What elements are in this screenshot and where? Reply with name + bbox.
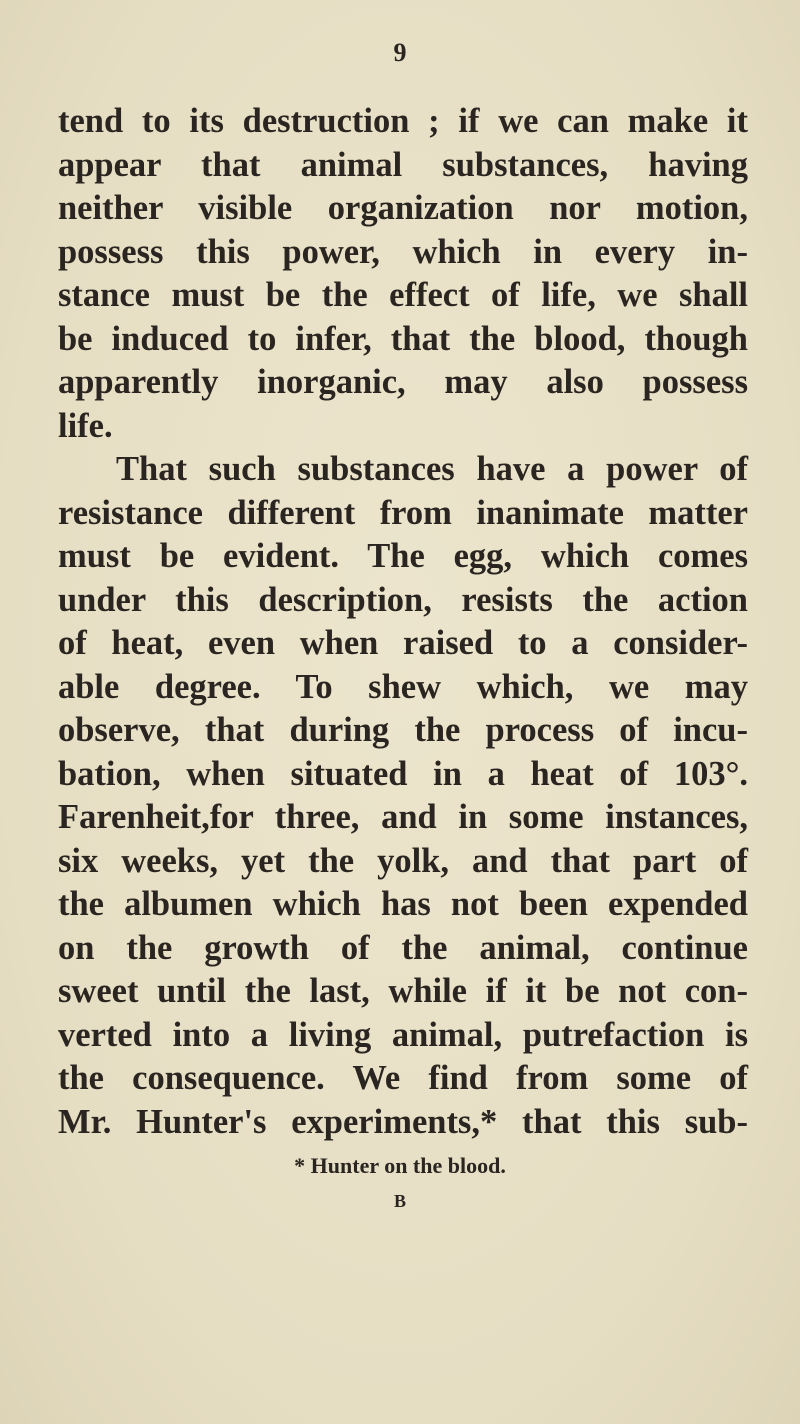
text-line: bation, when situated in a heat of 103°.: [58, 754, 748, 793]
text-line: Farenheit,for three, and in some instances,: [58, 798, 748, 836]
text-line: observe, that during the process of incu-: [58, 711, 748, 749]
signature-mark: B: [393, 1191, 406, 1211]
paragraph-start-line: That such substances have a power of: [116, 450, 748, 488]
body-text: [58, 100, 748, 1144]
text-line: must be evident. The egg, which comes: [58, 537, 748, 575]
text-line: the albumen which has not been expended: [58, 885, 748, 923]
text-line: under this description, resists the action: [58, 580, 748, 619]
text-line: verted into a living animal, putrefaction is: [58, 1015, 748, 1054]
page-number: 9: [393, 38, 407, 67]
text-line: Mr. Hunter's experiments,* that this sub-: [58, 1102, 748, 1141]
text-line: apparently inorganic, may also possess: [58, 363, 748, 401]
text-line: able degree. To shew which, we may: [58, 667, 748, 706]
footnote: * Hunter on the blood.: [294, 1153, 506, 1178]
text-line: six weeks, yet the yolk, and that part of: [58, 841, 748, 880]
text-line: tend to its destruction ; if we can make it: [58, 102, 748, 140]
text-line: of heat, even when raised to a consider-: [58, 624, 748, 662]
text-line: on the growth of the animal, continue: [58, 928, 748, 967]
text-line: sweet until the last, while if it be not con-: [58, 972, 748, 1010]
text-line: possess this power, which in every in-: [58, 232, 748, 271]
text-line: neither visible organization nor motion,: [58, 189, 748, 227]
text-line: the consequence. We find from some of: [58, 1059, 748, 1097]
text-line: resistance different from inanimate matter: [58, 493, 748, 532]
text-line: life.: [58, 406, 113, 445]
text-line: stance must be the effect of life, we shall: [58, 276, 748, 314]
text-line: appear that animal substances, having: [58, 145, 748, 184]
text-line: be induced to infer, that the blood, though: [58, 319, 748, 358]
